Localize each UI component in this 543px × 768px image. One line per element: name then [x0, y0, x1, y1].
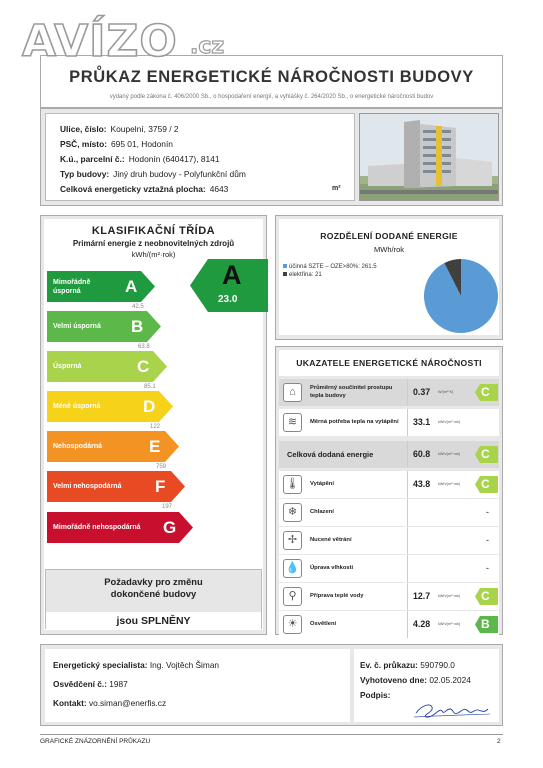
signature-label: Podpis:	[360, 690, 391, 700]
ku-label: K.ú., parcelní č.:	[60, 154, 125, 164]
radiator-icon	[283, 413, 302, 432]
psc-row	[60, 139, 173, 149]
indicator-glyph: ❄	[287, 506, 298, 518]
building-info	[40, 108, 503, 206]
indicator-glyph: 💧	[285, 562, 300, 574]
faucet-icon	[283, 587, 302, 606]
indicator-unit: kWh/(m²·rok)	[438, 452, 461, 456]
class-label-b: Velmi úsporná	[53, 323, 101, 330]
indicator-value: 0.37	[413, 387, 431, 397]
indicator-value: 33.1	[413, 417, 431, 427]
indicator-name: Příprava teplé vody	[310, 592, 364, 599]
indicator-name: Nucené větrání	[310, 536, 352, 543]
indicator-glyph: ⌂	[289, 386, 296, 398]
indicator-row	[279, 555, 499, 582]
indicator-empty: -	[486, 507, 489, 517]
classification-inner	[44, 219, 263, 630]
classification-panel	[40, 215, 267, 635]
footer-divider	[40, 734, 503, 735]
class-label-e: Nehospodárná	[53, 443, 103, 450]
watermark-brand: AVÍZO	[22, 16, 178, 67]
class-label-g: Mimořádně nehospodárná	[53, 524, 141, 531]
indicator-value-box	[407, 611, 499, 638]
indicator-row	[279, 409, 499, 436]
lightbulb-icon	[283, 615, 302, 634]
ev-label: Ev. č. průkazu:	[360, 660, 418, 670]
energy-distribution-inner	[279, 219, 499, 335]
indicator-glyph: ✢	[287, 534, 298, 546]
classification-unit: kWh/(m²·rok)	[131, 250, 176, 259]
area-row	[60, 184, 228, 194]
indicator-class-letter: C	[481, 447, 490, 461]
ku-row	[60, 154, 220, 164]
class-arrow-f	[47, 471, 185, 502]
indicator-name: Vytápění	[310, 480, 334, 487]
date-label: Vyhotoveno dne:	[360, 675, 427, 685]
street-row	[60, 124, 179, 134]
indicator-empty: -	[486, 563, 489, 573]
legend-label-elektrina: elektřina: 21	[289, 272, 322, 278]
class-threshold: 122	[150, 424, 161, 430]
class-letter-d: D	[143, 397, 156, 416]
class-arrow-c	[47, 351, 167, 382]
requirements-title	[46, 576, 261, 600]
indicator-value-box	[407, 409, 499, 436]
avizo-watermark	[22, 18, 237, 66]
requirements-value: jsou SPLNĚNY	[46, 612, 261, 630]
energy-distribution-panel	[275, 215, 503, 340]
type-value: Jiný druh budovy - Polyfunkční dům	[113, 169, 246, 179]
requirements-title-line2: dokončené budovy	[110, 588, 197, 599]
indicator-value-box	[407, 441, 499, 468]
class-letter-b: B	[131, 317, 144, 336]
indicator-class-badge	[475, 588, 498, 605]
indicator-name: Průměrný součinitel prostupu tepla budovy	[310, 385, 393, 399]
indicator-name: Celková dodaná energie	[287, 449, 374, 459]
contact-email: vo.siman@enerfis.cz	[88, 698, 167, 708]
certificate-row	[53, 679, 128, 689]
class-arrow-a	[47, 271, 155, 302]
class-threshold: 85.1	[144, 384, 156, 390]
indicator-empty: -	[486, 535, 489, 545]
class-letter-g: G	[163, 518, 177, 537]
legend-swatch-szte	[283, 264, 287, 268]
indicator-value-box	[407, 583, 499, 610]
type-label: Typ budovy:	[60, 169, 110, 179]
area-value: 4643	[209, 184, 229, 194]
specialist-name-row	[53, 660, 219, 670]
indicator-value-box	[407, 379, 499, 406]
indicator-value: 4.28	[413, 619, 431, 629]
requirements-title-line1: Požadavky pro změnu	[104, 576, 203, 587]
area-unit: m²	[332, 185, 341, 192]
psc-label: PSČ, místo:	[60, 139, 107, 149]
fan-icon	[283, 531, 302, 550]
indicator-value-box	[407, 555, 499, 582]
footer-caption: GRAFICKÉ ZNÁZORNĚNÍ PRŮKAZU	[40, 738, 151, 745]
indicator-class-badge	[475, 616, 498, 633]
requirements-box	[45, 569, 262, 629]
ev-number: 590790.0	[420, 660, 455, 670]
indicator-row	[279, 611, 499, 638]
class-letter-f: F	[155, 477, 166, 496]
indicator-value-box	[407, 471, 499, 498]
distribution-unit: MWh/rok	[374, 245, 404, 254]
legend-item-szte	[283, 264, 377, 270]
current-class-value: 23.0	[218, 294, 238, 305]
indicator-value-box	[407, 499, 499, 526]
watermark-suffix: .cz	[190, 34, 225, 59]
indicator-row	[279, 471, 499, 498]
indicator-unit: kWh/(m²·rok)	[438, 482, 461, 486]
indicator-row	[279, 379, 499, 406]
classification-subtitle: Primární energie z neobnovitelných zdrojů	[72, 239, 235, 248]
indicator-value: 60.8	[413, 449, 431, 459]
indicator-glyph: ⚲	[288, 590, 297, 602]
class-arrow-b	[47, 311, 161, 342]
class-arrow-g	[47, 512, 193, 543]
class-threshold: 63.8	[138, 344, 150, 350]
current-class-marker	[190, 259, 268, 312]
legend-label-szte: účinná SZTE – OZE>80%: 261.5	[289, 264, 377, 270]
signature-row	[360, 690, 390, 700]
indicator-name: Osvětlení	[310, 620, 337, 627]
indicator-class-badge	[475, 446, 498, 463]
indicator-row	[279, 499, 499, 526]
indicator-name: Úprava vlhkosti	[310, 564, 354, 571]
indicator-class-letter: C	[481, 477, 490, 491]
class-letter-e: E	[149, 437, 161, 456]
class-letter-a: A	[125, 277, 138, 296]
specialist-name: Ing. Vojtěch Šiman	[149, 660, 220, 670]
class-arrow-e	[47, 431, 179, 462]
indicator-row	[279, 583, 499, 610]
indicator-name: Chlazení	[310, 508, 334, 515]
class-label-a: Mimořádně úsporná	[53, 278, 91, 295]
indicator-row	[279, 441, 499, 468]
specialist-right	[354, 649, 499, 722]
indicator-value: 12.7	[413, 591, 431, 601]
indicator-glyph: ☀	[287, 618, 298, 630]
certificate-number: 1987	[109, 679, 128, 689]
classification-title: KLASIFIKAČNÍ TŘÍDA	[91, 225, 216, 237]
document-subtitle: vydaný podle zákona č. 406/2000 Sb., o hospodaření energií, a vyhlášky č. 264/2020 Sb., o energetické náročnosti budov	[109, 94, 434, 100]
thermometer-icon	[283, 475, 302, 494]
building-info-panel	[45, 113, 355, 201]
area-label: Celková energeticky vztažná plocha:	[60, 184, 206, 194]
document-title: PRŮKAZ ENERGETICKÉ NÁROČNOSTI BUDOVY	[69, 68, 474, 86]
indicator-class-letter: C	[481, 589, 490, 603]
certificate-label: Osvědčení č.:	[53, 679, 107, 689]
class-label-d: Méně úsporná	[53, 403, 101, 410]
ku-value: Hodonín (640417), 8141	[128, 154, 220, 164]
indicator-glyph: 🌡	[285, 478, 300, 490]
specialist-name-label: Energetický specialista:	[53, 660, 148, 670]
class-threshold: 197	[162, 504, 173, 510]
class-threshold: 42.5	[132, 304, 144, 310]
droplet-icon	[283, 559, 302, 578]
indicator-value: 43.8	[413, 479, 431, 489]
building-photo	[359, 113, 499, 201]
signature-image	[412, 697, 492, 721]
ev-row	[360, 660, 455, 670]
distribution-title: ROZDĚLENÍ DODANÉ ENERGIE	[320, 231, 458, 241]
indicator-value-box	[407, 527, 499, 554]
indicator-unit: kWh/(m²·rok)	[438, 622, 461, 626]
indicator-unit: kWh/(m²·rok)	[438, 594, 461, 598]
issue-date: 02.05.2024	[429, 675, 471, 685]
indicator-glyph: ≋	[287, 416, 298, 428]
street-label: Ulice, číslo:	[60, 124, 107, 134]
specialist-left	[45, 649, 350, 722]
date-row	[360, 675, 471, 685]
indicator-class-letter: B	[481, 617, 490, 631]
psc-value: 695 01, Hodonín	[111, 139, 173, 149]
class-label-f: Velmi nehospodárná	[53, 483, 122, 490]
legend-swatch-elektrina	[283, 272, 287, 276]
class-label-c: Úsporná	[53, 363, 82, 370]
house-icon	[283, 383, 302, 402]
current-class-letter: A	[222, 260, 242, 290]
type-row	[60, 169, 246, 179]
legend-item-elektrina	[283, 272, 322, 278]
energy-pie-chart	[422, 257, 500, 335]
indicator-row	[279, 527, 499, 554]
street-value: Koupelní, 3759 / 2	[110, 124, 179, 134]
footer-page-number: 2	[497, 738, 501, 745]
specialist-panel	[40, 644, 503, 726]
indicator-unit: kWh/(m²·rok)	[438, 420, 461, 424]
indicator-class-badge	[475, 476, 498, 493]
contact-row	[53, 698, 166, 708]
contact-label: Kontakt:	[53, 698, 87, 708]
indicators-panel	[275, 346, 503, 635]
indicator-class-badge	[475, 384, 498, 401]
class-arrow-d	[47, 391, 173, 422]
snowflake-icon	[283, 503, 302, 522]
indicator-unit: W/(m²·K)	[438, 390, 454, 394]
indicator-class-letter: C	[481, 385, 490, 399]
class-threshold: 759	[156, 464, 167, 470]
indicators-title: UKAZATELE ENERGETICKÉ NÁROČNOSTI	[279, 350, 499, 376]
indicator-name: Měrná potřeba tepla na vytápění	[310, 418, 399, 425]
class-letter-c: C	[137, 357, 150, 376]
